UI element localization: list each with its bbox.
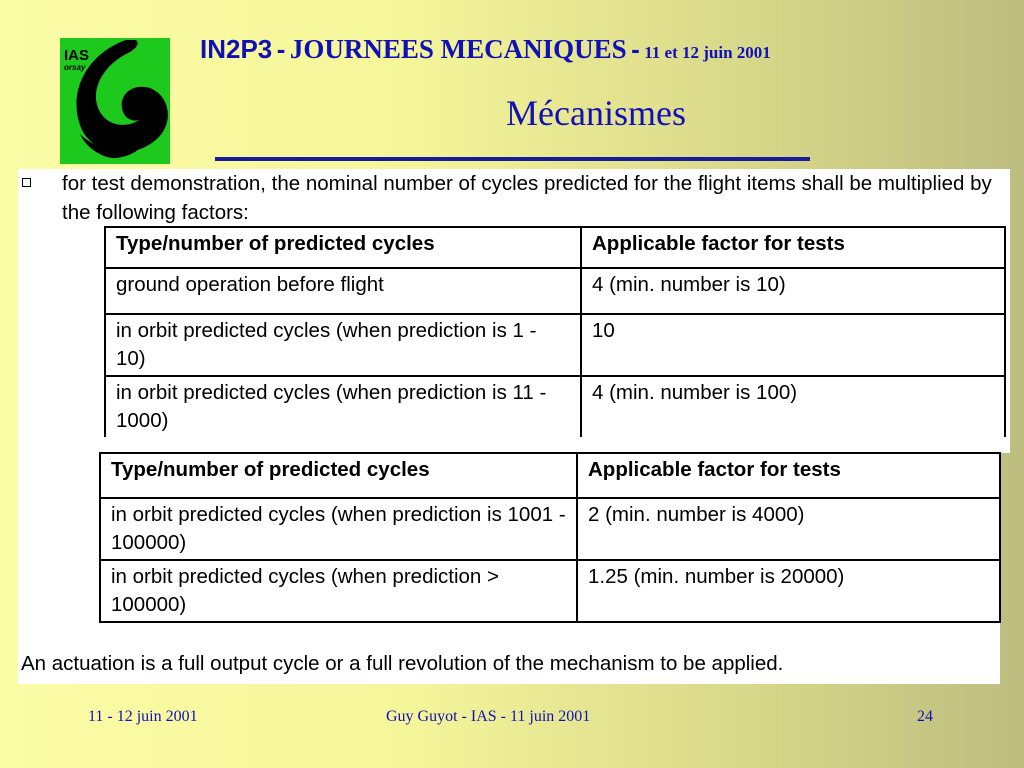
footer-date: 11 - 12 juin 2001: [88, 708, 198, 725]
table-header-row: [100, 453, 1000, 498]
table-cell: in orbit predicted cycles (when prediction is 1 - 10): [105, 314, 581, 376]
table-cell: 4 (min. number is 100): [581, 376, 1005, 437]
table-row: [105, 376, 1005, 437]
bullet-text: for test demonstration, the nominal number of cycles predicted for the flight items shall be multiplied by the following factors:: [62, 172, 992, 224]
table-cell: in orbit predicted cycles (when prediction > 100000): [100, 560, 577, 622]
table-header-row: [105, 227, 1005, 268]
table-cell: in orbit predicted cycles (when prediction is 11 - 1000): [105, 376, 581, 437]
table-cell: 10: [581, 314, 1005, 376]
footer-author: Guy Guyot - IAS - 11 juin 2001: [386, 708, 591, 725]
table-row: [100, 498, 1000, 560]
logo-text-ias: IAS: [64, 47, 90, 64]
table-header-cell: Type/number of predicted cycles: [105, 227, 581, 268]
table-header-cell: Applicable factor for tests: [577, 453, 1000, 498]
square-bullet-icon: [22, 178, 31, 187]
table-header-cell: Applicable factor for tests: [581, 227, 1005, 268]
slide-title: Mécanismes: [506, 93, 686, 133]
table-row: [105, 314, 1005, 376]
factors-table-2: [99, 452, 1001, 623]
table-header-cell: Type/number of predicted cycles: [100, 453, 577, 498]
ias-logo: [60, 38, 170, 164]
factors-table-1: [104, 226, 1006, 437]
header-event: JOURNEES MECANIQUES: [289, 34, 627, 64]
table-cell: in orbit predicted cycles (when prediction is 1001 - 100000): [100, 498, 577, 560]
table-cell: 2 (min. number is 4000): [577, 498, 1000, 560]
title-underline: [215, 157, 810, 161]
page-number: 24: [917, 708, 933, 725]
actuation-note: An actuation is a full output cycle or a full revolution of the mechanism to be applied.: [21, 652, 784, 675]
header-separator-1: -: [276, 34, 286, 64]
table-cell: 4 (min. number is 10): [581, 268, 1005, 314]
table-row: [100, 560, 1000, 622]
logo-text-orsay: orsay: [64, 63, 86, 72]
table-row: [105, 268, 1005, 314]
table-cell: 1.25 (min. number is 20000): [577, 560, 1000, 622]
table-cell: ground operation before flight: [105, 268, 581, 314]
header-separator-2: -: [631, 34, 640, 64]
header-org: IN2P3: [200, 34, 273, 64]
header-title: [200, 34, 960, 65]
header-dates: 11 et 12 juin 2001: [644, 43, 771, 62]
